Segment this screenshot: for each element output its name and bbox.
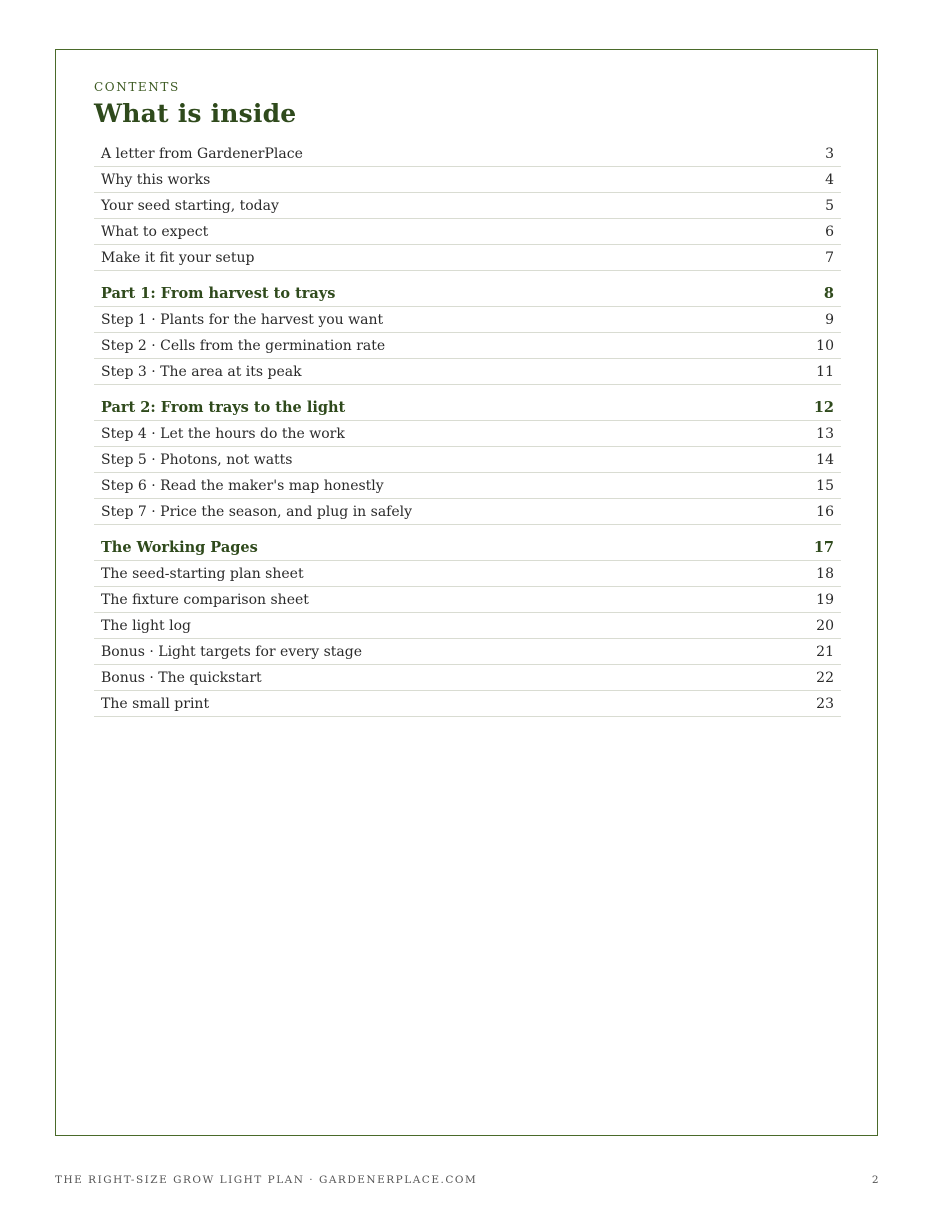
- toc-entry-label: The light log: [101, 617, 191, 634]
- toc-entry-page-number: 3: [825, 145, 834, 162]
- toc-entry-page-number: 5: [825, 197, 834, 214]
- toc-entry[interactable]: [94, 447, 841, 473]
- toc-entry[interactable]: [94, 359, 841, 385]
- toc-entry-page-number: 20: [816, 617, 834, 634]
- toc-entry[interactable]: [94, 587, 841, 613]
- toc-entry-page-number: 21: [816, 643, 834, 660]
- toc-entry-page-number: 9: [825, 311, 834, 328]
- toc-entry[interactable]: [94, 245, 841, 271]
- toc-entry-label: Part 1: From harvest to trays: [101, 285, 336, 302]
- toc-entry-page-number: 16: [816, 503, 834, 520]
- toc-entry-page-number: 17: [813, 539, 834, 556]
- toc-entry-label: Step 2 · Cells from the germination rate: [101, 337, 386, 354]
- table-of-contents: [94, 141, 841, 717]
- toc-entry[interactable]: [94, 193, 841, 219]
- toc-entry[interactable]: [94, 141, 841, 167]
- toc-entry-page-number: 6: [825, 223, 834, 240]
- toc-entry[interactable]: [94, 219, 841, 245]
- page-footer: [55, 1174, 880, 1186]
- toc-entry-page-number: 18: [816, 565, 834, 582]
- toc-entry-page-number: 10: [816, 337, 834, 354]
- toc-entry-label: Step 1 · Plants for the harvest you want: [101, 311, 384, 328]
- toc-entry[interactable]: [94, 613, 841, 639]
- toc-entry-label: Step 4 · Let the hours do the work: [101, 425, 345, 442]
- toc-part-heading[interactable]: [94, 281, 841, 307]
- toc-entry-label: Step 6 · Read the maker's map honestly: [101, 477, 384, 494]
- toc-entry-label: Part 2: From trays to the light: [101, 399, 346, 416]
- toc-entry[interactable]: [94, 307, 841, 333]
- toc-entry[interactable]: [94, 561, 841, 587]
- toc-entry-page-number: 11: [816, 363, 834, 380]
- toc-entry-label: The fixture comparison sheet: [101, 591, 309, 608]
- toc-entry-label: The small print: [101, 695, 210, 712]
- toc-entry-page-number: 4: [825, 171, 834, 188]
- section-eyebrow: CONTENTS: [94, 80, 180, 94]
- toc-entry-label: Your seed starting, today: [101, 197, 279, 214]
- toc-entry[interactable]: [94, 691, 841, 717]
- toc-part-heading[interactable]: [94, 535, 841, 561]
- toc-entry-label: Bonus · The quickstart: [101, 669, 262, 686]
- toc-entry-label: A letter from GardenerPlace: [101, 145, 303, 162]
- toc-entry[interactable]: [94, 665, 841, 691]
- toc-entry-page-number: 13: [816, 425, 834, 442]
- toc-entry-label: The Working Pages: [101, 539, 258, 556]
- toc-entry-page-number: 14: [816, 451, 834, 468]
- content-frame: [55, 49, 878, 1136]
- toc-entry-page-number: 22: [816, 669, 834, 686]
- page-title: What is inside: [94, 99, 297, 128]
- footer-title: THE RIGHT-SIZE GROW LIGHT PLAN · GARDENERPLACE.COM: [55, 1174, 478, 1186]
- toc-entry-page-number: 8: [823, 285, 834, 302]
- toc-entry-label: Bonus · Light targets for every stage: [101, 643, 362, 660]
- toc-entry-label: Step 7 · Price the season, and plug in safely: [101, 503, 413, 520]
- toc-entry-label: What to expect: [101, 223, 209, 240]
- toc-entry[interactable]: [94, 473, 841, 499]
- toc-entry[interactable]: [94, 499, 841, 525]
- toc-entry-label: Step 3 · The area at its peak: [101, 363, 302, 380]
- toc-entry-page-number: 19: [816, 591, 834, 608]
- toc-entry-page-number: 23: [816, 695, 834, 712]
- toc-entry[interactable]: [94, 421, 841, 447]
- toc-part-heading[interactable]: [94, 395, 841, 421]
- footer-page-number: 2: [871, 1174, 880, 1186]
- toc-entry-page-number: 15: [816, 477, 834, 494]
- toc-entry-label: The seed-starting plan sheet: [101, 565, 304, 582]
- toc-entry-label: Why this works: [101, 171, 211, 188]
- toc-entry[interactable]: [94, 333, 841, 359]
- toc-entry-label: Make it fit your setup: [101, 249, 255, 266]
- toc-entry[interactable]: [94, 167, 841, 193]
- toc-entry-page-number: 12: [813, 399, 834, 416]
- toc-entry-page-number: 7: [825, 249, 834, 266]
- toc-entry-label: Step 5 · Photons, not watts: [101, 451, 293, 468]
- toc-entry[interactable]: [94, 639, 841, 665]
